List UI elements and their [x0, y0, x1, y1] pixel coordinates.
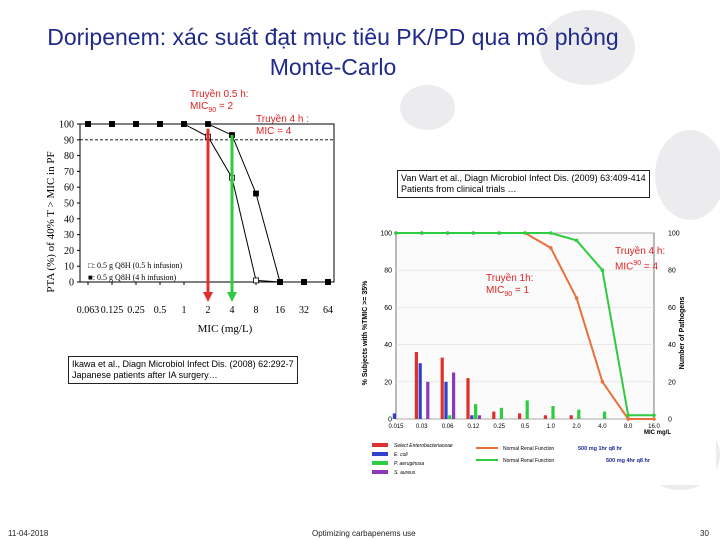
right-line-point [575, 296, 579, 300]
left-x-tick-label: 16 [275, 305, 285, 316]
right-bar-blue [444, 382, 447, 419]
right-y2-tick-label: 60 [668, 304, 676, 312]
right-x-axis-label: MIC mg/L [644, 430, 671, 436]
right-legend-swatch [372, 443, 388, 447]
left-y-tick-label: 30 [64, 230, 74, 242]
note-right-green: Truyền 4 h: $MIC^{90} = 4$ [615, 246, 666, 273]
right-bar-red [466, 378, 469, 419]
right-y2-tick-label: 100 [668, 230, 680, 238]
footer-center: Optimizing carbapenems use [312, 529, 416, 538]
left-series-point [326, 280, 331, 285]
left-y-tick-label: 50 [64, 198, 74, 210]
right-line-point [523, 231, 527, 235]
right-line-point [601, 380, 605, 384]
right-line-point [626, 417, 630, 421]
right-y2-tick-label: 0 [668, 416, 672, 424]
right-y2-tick-label: 80 [668, 267, 676, 275]
right-legend-label: P. aeruginosa [394, 461, 425, 467]
ref-ikawa: Ikawa et al., Diagn Microbiol Infect Dis. (2008) 62:292-7 Japanese patients after IA surgery… [68, 356, 298, 384]
right-x-tick-label: 1.0 [546, 424, 555, 430]
left-x-tick-label: 4 [229, 305, 235, 316]
right-x-tick-label: 0.03 [415, 424, 428, 430]
right-y-tick-label: 60 [384, 304, 392, 312]
left-x-tick-label: 0.25 [127, 305, 145, 316]
right-bar-green [526, 400, 529, 419]
title-line-2: Monte-Carlo [269, 54, 397, 80]
left-y-tick-label: 70 [64, 166, 74, 178]
ref-van-wart: Van Wart et al., Diagn Microbiol Infect Dis. (2009) 63:409-414 Patients from clinical trials … [397, 170, 650, 198]
right-bar-red [518, 413, 521, 419]
note-left-green: Truyền 4 h : MIC = 4 [256, 114, 309, 137]
right-bar-red [570, 415, 573, 419]
right-y-tick-label: 100 [380, 230, 392, 238]
left-series-point [110, 122, 115, 127]
left-y-tick-label: 40 [64, 214, 74, 226]
right-bar-purple [452, 373, 455, 420]
left-series-point [86, 122, 91, 127]
right-line-point [446, 231, 450, 235]
right-bar-green [474, 404, 477, 419]
left-y-tick-label: 90 [64, 135, 74, 147]
left-x-axis-label: MIC (mg/L) [197, 323, 253, 335]
right-legend-label: E. coli [394, 452, 408, 458]
right-legend-swatch [372, 470, 388, 474]
left-x-tick-label: 0.125 [100, 305, 124, 316]
right-x-tick-label: 0.5 [520, 424, 530, 430]
right-y-tick-label: 0 [388, 416, 392, 424]
right-bar-green [448, 415, 451, 419]
note-left-red: Truyền 0.5 h: $MIC_{90} = 2$ [190, 89, 249, 114]
right-x-tick-label: 0.25 [493, 424, 506, 430]
left-y-tick-label: 10 [64, 261, 74, 273]
right-y2-axis-label: Number of Pathogens [679, 296, 686, 370]
right-x-tick-label: 16.0 [648, 424, 660, 430]
left-series-point [206, 122, 211, 127]
right-bar-blue [393, 413, 396, 419]
right-y2-tick-label: 20 [668, 379, 676, 387]
right-bar-purple [478, 415, 481, 419]
left-series-point [158, 122, 163, 127]
right-y-tick-label: 20 [384, 379, 392, 387]
right-legend-label: Normal Renal Function [503, 446, 555, 452]
right-line-point [497, 231, 501, 235]
left-arrowhead-red [203, 292, 213, 302]
left-x-tick-label: 0.063 [76, 305, 100, 316]
right-bar-green [551, 406, 554, 419]
left-series-point [254, 278, 259, 283]
left-x-tick-label: 8 [253, 305, 259, 316]
left-series-point [278, 280, 283, 285]
left-y-axis-label: PTA (%) of 40% T > MIC in PF [45, 151, 57, 293]
right-bar-red [441, 358, 444, 419]
left-y-tick-label: 60 [64, 182, 74, 194]
right-x-tick-label: 0.015 [388, 424, 404, 430]
right-line-point [549, 231, 553, 235]
left-series-point [302, 280, 307, 285]
left-x-tick-label: 0.5 [153, 305, 167, 316]
background-cell-4 [400, 85, 455, 130]
right-x-tick-label: 0.06 [441, 424, 454, 430]
right-x-tick-label: 2.0 [572, 424, 581, 430]
note-right-orange: Truyền 1h: $MIC_{90} = 1$ [486, 273, 534, 298]
left-y-tick-label: 100 [59, 119, 74, 131]
right-y-axis-label: % Subjects with %TMIC >= 35% [362, 280, 369, 386]
right-legend-label: Normal Renal Function [503, 458, 555, 464]
right-line-point [472, 231, 476, 235]
right-legend-series-name: 500 mg 4hr q8 hr [606, 458, 651, 464]
left-series-point [254, 191, 259, 196]
background-cell-2 [655, 130, 720, 220]
right-legend-label: S. aureus [394, 470, 416, 476]
right-x-tick-label: 0.12 [467, 424, 480, 430]
left-series-point [182, 122, 187, 127]
left-legend [88, 261, 182, 282]
right-line-point [575, 239, 579, 243]
left-y-tick-label: 20 [64, 245, 74, 257]
right-y-tick-label: 80 [384, 267, 392, 275]
right-y-tick-label: 40 [384, 342, 392, 350]
left-series-point [134, 122, 139, 127]
right-legend-swatch [372, 461, 388, 465]
left-arrowhead-green [227, 292, 237, 302]
right-bar-red [544, 415, 547, 419]
right-bar-green [577, 410, 580, 419]
left-y-tick-label: 0 [69, 277, 74, 289]
left-x-tick-label: 2 [205, 305, 211, 316]
footer-page-number: 30 [700, 529, 709, 538]
right-bar-red [492, 412, 495, 419]
right-x-tick-label: 4.0 [598, 424, 607, 430]
right-bar-red [415, 352, 418, 419]
left-x-tick-label: 64 [323, 305, 333, 316]
right-x-tick-label: 8.0 [624, 424, 633, 430]
right-line-point [420, 231, 424, 235]
footer-date: 11-04-2018 [8, 529, 49, 538]
right-line-point [601, 268, 605, 272]
left-legend-item-2: ■: 0.5 g Q8H (4 h infusion) [88, 273, 177, 282]
right-y2-tick-label: 40 [668, 342, 676, 350]
title-line-1: Doripenem: xác suất đạt mục tiêu PK/PD qua mô phỏng [47, 24, 619, 50]
left-x-tick-label: 32 [299, 305, 309, 316]
right-bar-blue [419, 363, 422, 419]
right-line-point [394, 231, 398, 235]
left-y-tick-label: 80 [64, 151, 74, 163]
right-bar-blue [470, 415, 473, 419]
slide-title [0, 22, 666, 82]
right-line-point [549, 246, 553, 250]
left-legend-item-1: □: 0.5 g Q8H (0.5 h infusion) [88, 261, 183, 270]
left-pta-chart [40, 112, 355, 342]
right-bar-green [603, 412, 606, 419]
right-bar-purple [426, 382, 429, 419]
left-x-tick-label: 1 [181, 305, 187, 316]
right-legend-series-name: 500 mg 1hr q8 hr [578, 446, 623, 452]
right-line-point [652, 417, 656, 421]
right-line-point [626, 413, 630, 417]
right-bar-green [500, 408, 503, 419]
right-line-point [652, 413, 656, 417]
right-legend-label: Select Enterobacteriaceae [394, 443, 453, 449]
right-legend-swatch [372, 452, 388, 456]
